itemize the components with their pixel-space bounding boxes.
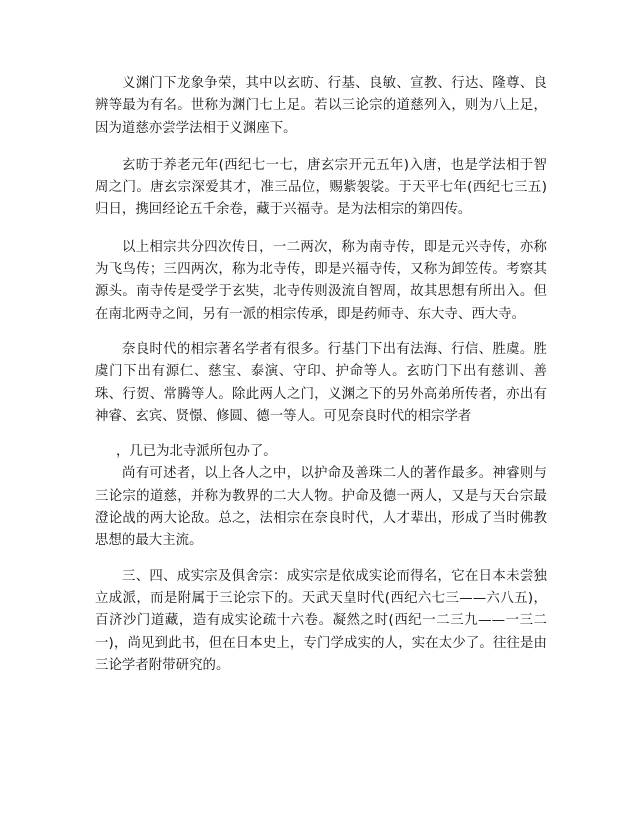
paragraph-nara-scholars: 奈良时代的相宗著名学者有很多。行基门下出有法海、行信、胜虞。胜虞门下出有源仁、慈宝、泰演、守印、护命等人。玄昉门下出有慈训、善珠、行贺、常腾等人。除此两人之门，义渊之下的另外高弟所传者，亦出有神睿、玄宾、贤憬、修圆、德一等人。可见奈良时代的相宗学者 xyxy=(95,341,547,424)
paragraph-four-transmissions: 以上相宗共分四次传日，一二两次，称为南寺传，即是元兴寺传，亦称为飞鸟传；三四两次，称为北寺传，即是兴福寺传，又称为卸笠传。考察其源头。南寺传是受学于玄奘，北寺传则汲流自智周，故其思想有所出入。但在南北两寺之间，另有一派的相宗传承，即是药师寺、东大寺、西大寺。 xyxy=(95,239,547,322)
paragraph-yiyuan-disciples: 义渊门下龙象争荣，其中以玄昉、行基、良敏、宣教、行达、隆尊、良辨等最为有名。世称为渊门七上足。若以三论宗的道慈列入，则为八上足，因为道慈亦尝学法相于义渊座下。 xyxy=(95,76,547,136)
paragraph-notable-works: 尚有可述者，以上各人之中，以护命及善珠二人的著作最多。神睿则与三论宗的道慈，并称为教界的二大人物。护命及德一两人，又是与天台宗最澄论战的两大论敌。总之，法相宗在奈良时代，人才辈出，形成了当时佛教思想的最大主流。 xyxy=(95,466,547,549)
paragraph-satyasiddhi-abhidharmakosa: 三、四、成实宗及俱舍宗：成实宗是依成实论而得名，它在日本未尝独立成派，而是附属于三论宗下的。天武天皇时代(西纪六七三——六八五)，百济沙门道藏，造有成实论疏十六卷。凝然之时(西纪一二三九——一三二一)，尚见到此书，但在日本史上，专门学成实的人，实在太少了。往往是由三论学者附带研究的。 xyxy=(95,568,547,673)
paragraph-xuanfang: 玄昉于养老元年(西纪七一七，唐玄宗开元五年)入唐，也是学法相于智周之门。唐玄宗深爱其才，准三品位，赐紫袈裟。于天平七年(西纪七三五)归日，携回经论五千余卷，藏于兴福寺。是为法相宗的第四传。 xyxy=(95,157,547,218)
document-page xyxy=(95,73,547,690)
paragraph-northern-school-fragment: ，几已为北寺派所包办了。 xyxy=(116,444,277,460)
